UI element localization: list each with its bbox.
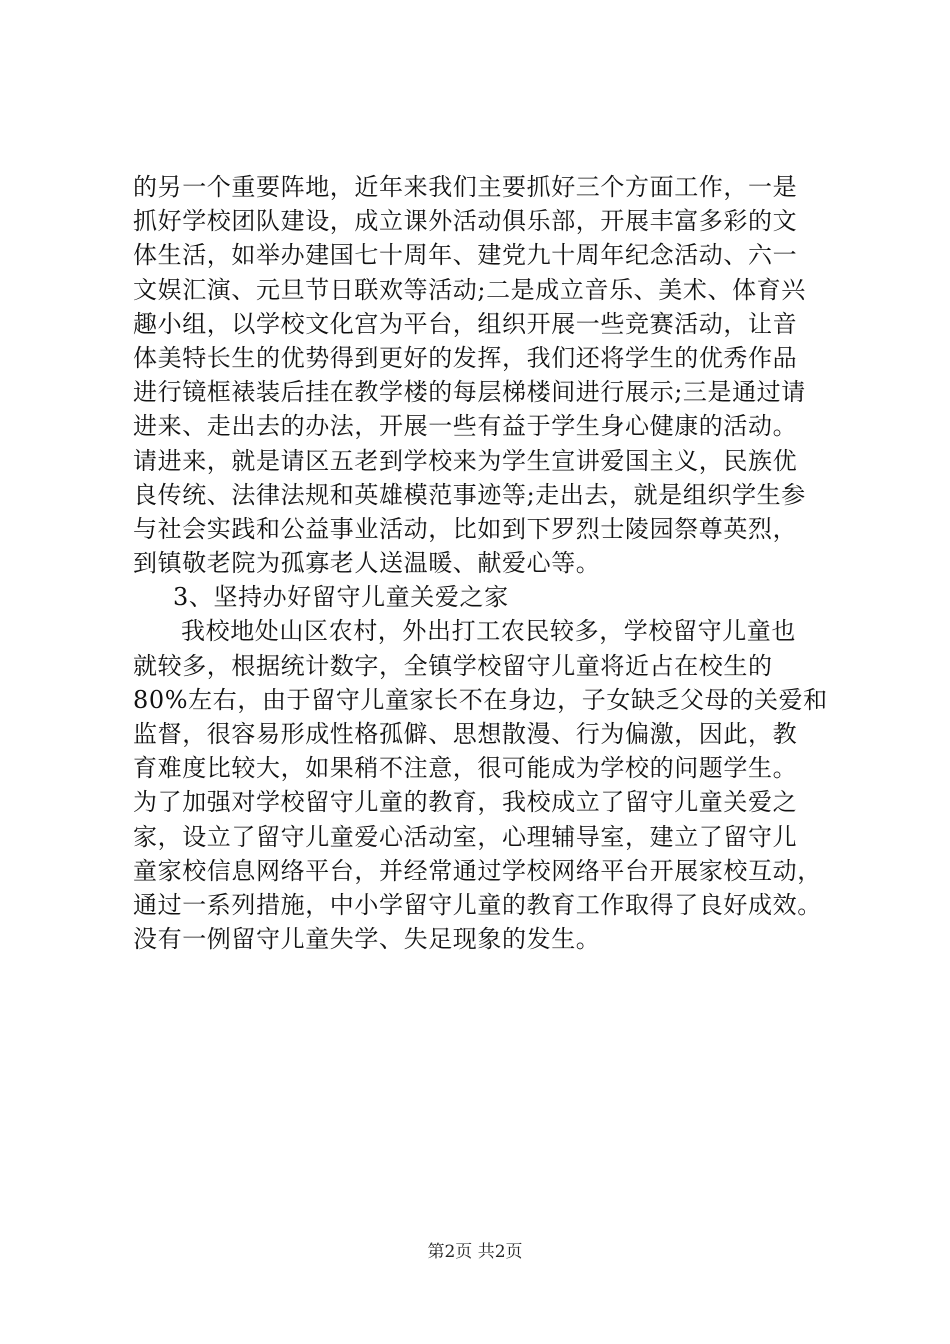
text-line-8: 进来、走出去的办法，开展一些有益于学生身心健康的活动。 [133, 412, 798, 441]
text-line-6: 体美特长生的优势得到更好的发挥，我们还将学生的优秀作品 [133, 343, 798, 372]
document-body [133, 170, 853, 956]
text-line-19: 为了加强对学校留守儿童的教育，我校成立了留守儿童关爱之 [133, 788, 798, 817]
text-line-20: 家，设立了留守儿童爱心活动室，心理辅导室，建立了留守儿 [133, 822, 798, 851]
text-line-17: 监督，很容易形成性格孤僻、思想散漫、行为偏激，因此，教 [133, 720, 798, 748]
text-line-22: 通过一系列措施，中小学留守儿童的教育工作取得了良好成效。 [133, 890, 822, 919]
page-footer [0, 1240, 950, 1264]
text-line-2: 抓好学校团队建设，成立课外活动俱乐部，开展丰富多彩的文 [133, 207, 798, 236]
text-line-3: 体生活，如举办建国七十周年、建党九十周年纪念活动、六一 [133, 241, 798, 270]
page-number: 第2页 共2页 [427, 1242, 523, 1262]
text-line-16: 80%左右，由于留守儿童家长不在身边，子女缺乏父母的关爱和 [133, 685, 828, 714]
text-line-23: 没有一例留守儿童失学、失足现象的发生。 [133, 925, 601, 954]
text-line-14: 我校地处山区农村，外出打工农民较多，学校留守儿童也 [181, 617, 796, 646]
text-line-18: 育难度比较大，如果稍不注意，很可能成为学校的问题学生。 [133, 754, 798, 783]
text-line-21: 童家校信息网络平台，并经常通过学校网络平台开展家校互动， [133, 856, 822, 885]
text-line-5: 趣小组，以学校文化宫为平台，组织开展一些竞赛活动，让音 [133, 309, 798, 338]
text-line-1: 的另一个重要阵地，近年来我们主要抓好三个方面工作，一是 [133, 173, 798, 201]
text-line-9: 请进来，就是请区五老到学校来为学生宣讲爱国主义，民族优 [133, 446, 798, 475]
text-line-15: 就较多，根据统计数字，全镇学校留守儿童将近占在校生的 [133, 651, 773, 680]
text-line-11: 与社会实践和公益事业活动，比如到下罗烈士陵园祭尊英烈， [133, 514, 798, 543]
text-line-7: 进行镜框裱装后挂在教学楼的每层梯楼间进行展示;三是通过请 [133, 378, 806, 407]
text-line-4: 文娱汇演、元旦节日联欢等活动;二是成立音乐、美术、体育兴 [133, 275, 806, 304]
text-line-10: 良传统、法律法规和英雄模范事迹等;走出去，就是组织学生参 [133, 480, 806, 509]
text-line-12: 到镇敬老院为孤寡老人送温暖、献爱心等。 [133, 549, 601, 578]
section-heading: 3、坚持办好留守儿童关爱之家 [173, 583, 509, 612]
